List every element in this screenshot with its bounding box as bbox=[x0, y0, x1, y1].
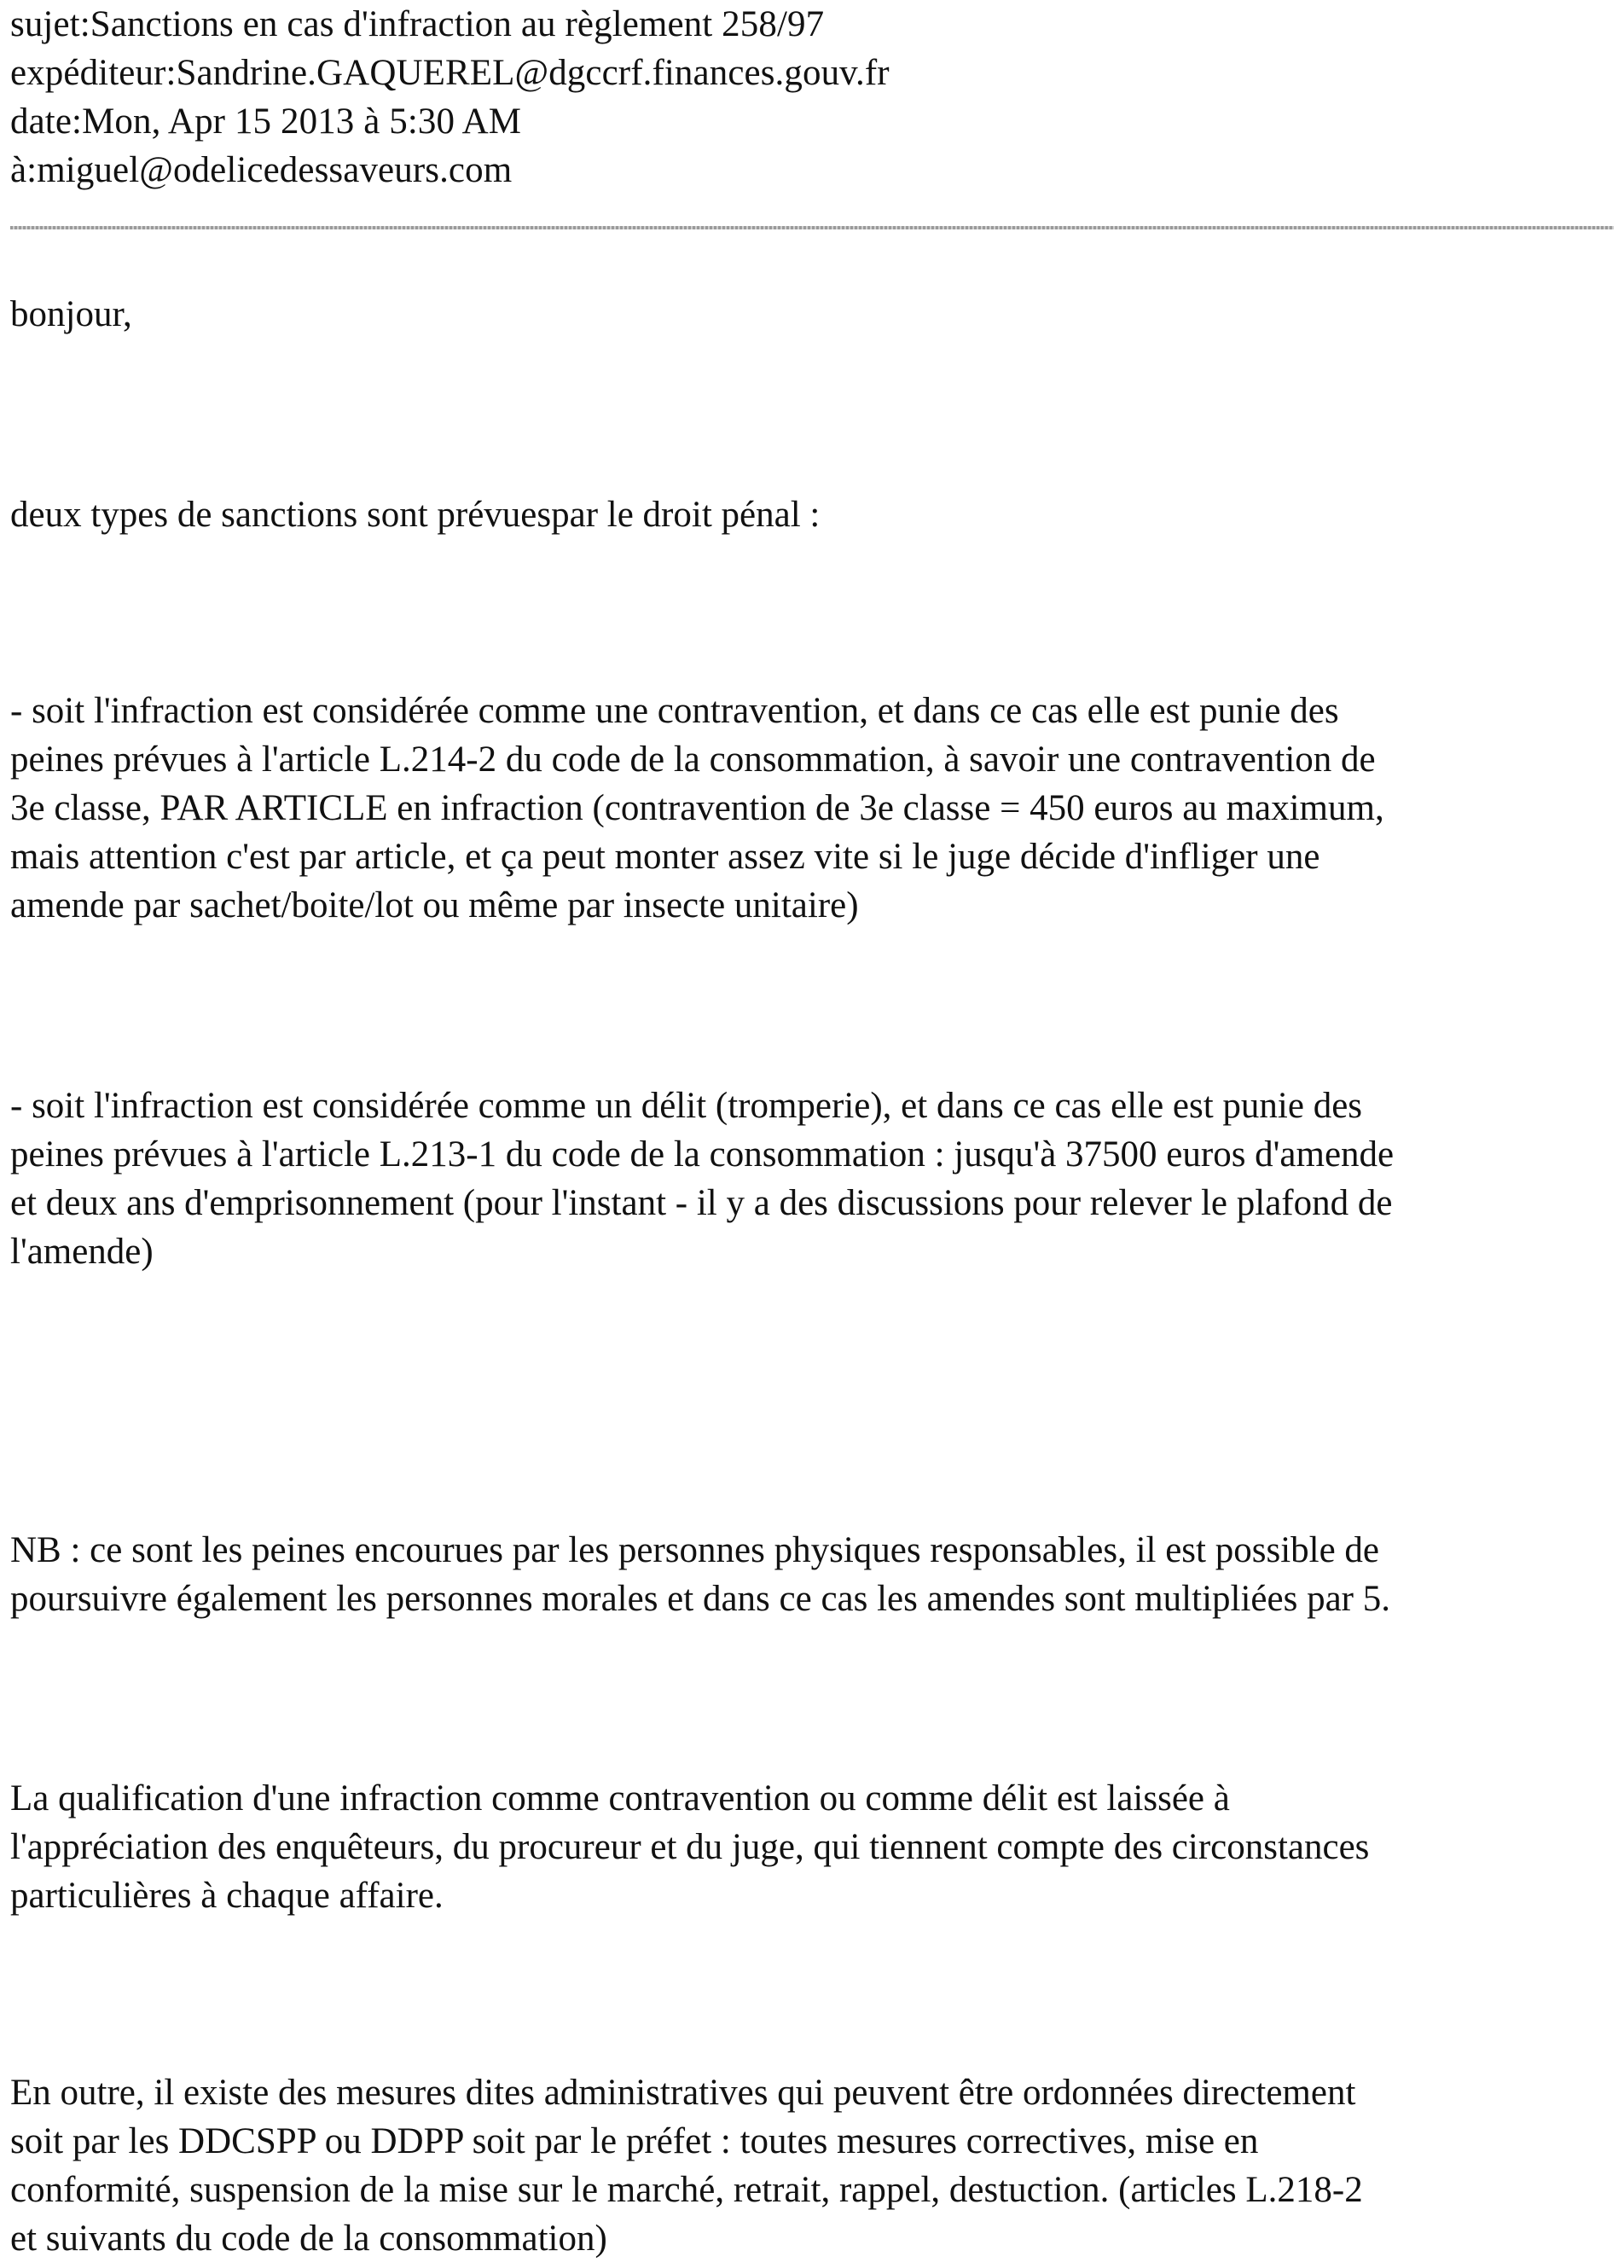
header-divider bbox=[10, 226, 1614, 229]
email-header bbox=[10, 0, 1597, 194]
contravention-paragraph bbox=[10, 687, 1614, 930]
administrative-line: En outre, il existe des mesures dites administratives qui peuvent être ordonnées directement bbox=[10, 2073, 1356, 2113]
email-subject: sujet:Sanctions en cas d'infraction au règlement 258/97 bbox=[10, 4, 825, 44]
qualification-line: l'appréciation des enquêteurs, du procureur et du juge, qui tiennent compte des circonstances bbox=[10, 1827, 1370, 1867]
email-recipient: à:miguel@odelicedessaveurs.com bbox=[10, 150, 513, 190]
contravention-line: mais attention c'est par article, et ça peut monter assez vite si le juge décide d'infliger une bbox=[10, 837, 1320, 877]
administrative-line: soit par les DDCSPP ou DDPP soit par le préfet : toutes mesures correctives, mise en bbox=[10, 2121, 1259, 2161]
delit-line: et deux ans d'emprisonnement (pour l'instant - il y a des discussions pour relever le plafond de bbox=[10, 1183, 1393, 1223]
administrative-line: conformité, suspension de la mise sur le marché, retrait, rappel, destuction. (articles L.218-2 bbox=[10, 2170, 1363, 2210]
delit-line: - soit l'infraction est considérée comme un délit (tromperie), et dans ce cas elle est punie des bbox=[10, 1086, 1363, 1126]
delit-line: l'amende) bbox=[10, 1232, 154, 1272]
contravention-line: peines prévues à l'article L.214-2 du code de la consommation, à savoir une contravention de bbox=[10, 740, 1376, 780]
nb-paragraph bbox=[10, 1526, 1614, 1623]
qualification-line: particulières à chaque affaire. bbox=[10, 1876, 444, 1916]
greeting: bonjour, bbox=[10, 294, 132, 334]
administrative-paragraph bbox=[10, 2068, 1614, 2263]
qualification-paragraph bbox=[10, 1774, 1614, 1920]
nb-line: NB : ce sont les peines encourues par les personnes physiques responsables, il est possible de bbox=[10, 1530, 1380, 1570]
delit-line: peines prévues à l'article L.213-1 du code de la consommation : jusqu'à 37500 euros d'amende bbox=[10, 1134, 1395, 1175]
email-date: date:Mon, Apr 15 2013 à 5:30 AM bbox=[10, 102, 522, 142]
email-sender: expéditeur:Sandrine.GAQUEREL@dgccrf.finances.gouv.fr bbox=[10, 53, 890, 93]
qualification-line: La qualification d'une infraction comme contravention ou comme délit est laissée à bbox=[10, 1778, 1230, 1818]
contravention-line: 3e classe, PAR ARTICLE en infraction (contravention de 3e classe = 450 euros au maximum, bbox=[10, 788, 1384, 828]
nb-line: poursuivre également les personnes morales et dans ce cas les amendes sont multipliées par 5. bbox=[10, 1579, 1390, 1619]
contravention-line: amende par sachet/boite/lot ou même par insecte unitaire) bbox=[10, 885, 859, 925]
administrative-line: et suivants du code de la consommation) bbox=[10, 2219, 607, 2259]
delit-paragraph bbox=[10, 1082, 1614, 1276]
intro-paragraph: deux types de sanctions sont prévuespar le droit pénal : bbox=[10, 495, 821, 535]
contravention-line: - soit l'infraction est considérée comme une contravention, et dans ce cas elle est punie des bbox=[10, 691, 1339, 731]
